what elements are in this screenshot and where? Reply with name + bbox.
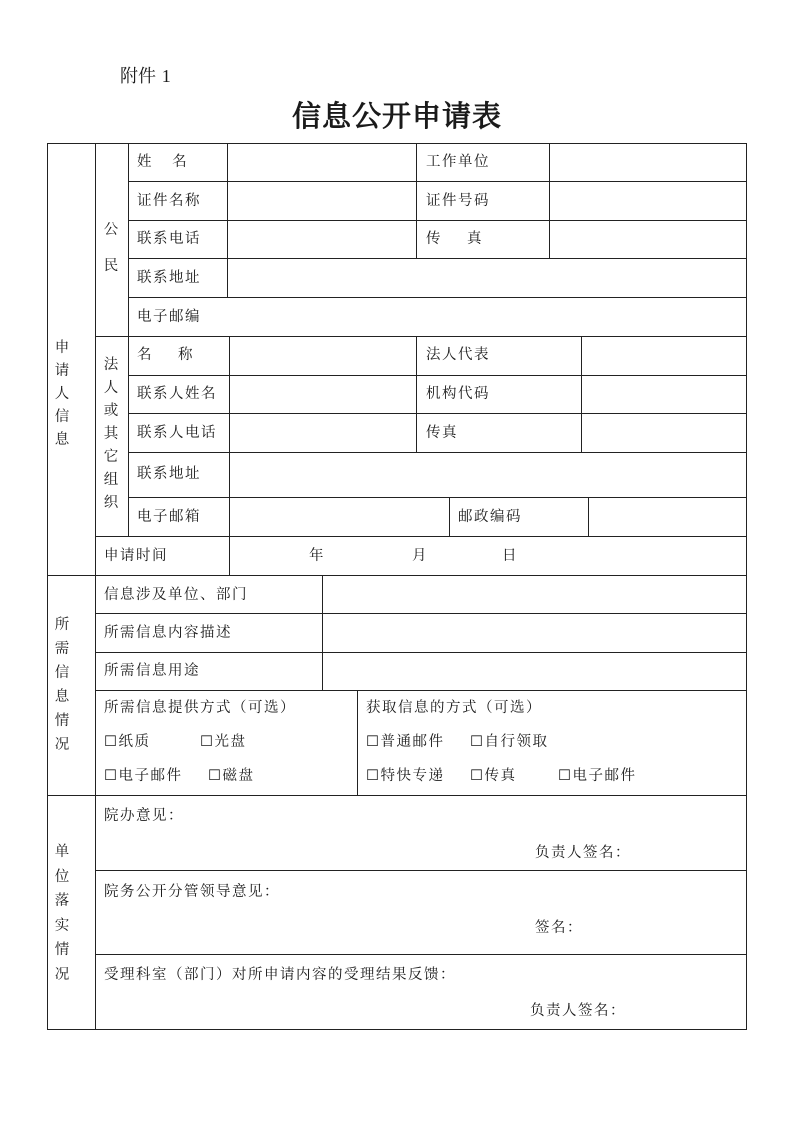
rule-line — [128, 258, 747, 259]
attachment-label-text: 附件 — [120, 66, 156, 87]
option-regular-mail[interactable]: ☐普通邮件 — [366, 734, 445, 750]
rule-line — [128, 497, 747, 498]
rule-line — [95, 536, 747, 537]
label-email-zip: 电子邮编 — [137, 309, 201, 325]
table-border-right — [746, 143, 747, 1030]
apply-time-month: 月 — [412, 548, 428, 564]
label-work-unit: 工作单位 — [426, 154, 490, 170]
rule-line — [95, 613, 747, 614]
rule-line — [95, 954, 747, 955]
rule-line — [95, 870, 747, 871]
option-email[interactable]: ☐电子邮件 — [104, 768, 183, 784]
group-label-citizen: 公民 — [103, 222, 119, 274]
label-contact-phone: 联系人电话 — [137, 425, 217, 441]
label-units: 信息涉及单位、部门 — [104, 587, 248, 603]
label-fax: 传 真 — [426, 231, 488, 247]
rule-line — [95, 336, 747, 337]
rule-line — [95, 690, 747, 691]
rule-line — [128, 375, 747, 376]
label-office-sign: 负责人签名： — [535, 845, 631, 861]
column-divider — [128, 143, 129, 536]
rule-line — [128, 181, 747, 182]
section-divider — [47, 795, 747, 796]
label-purpose: 所需信息用途 — [104, 663, 200, 679]
option-disk[interactable]: ☐磁盘 — [208, 768, 255, 784]
label-leader-opinion: 院务公开分管领导意见： — [104, 884, 280, 900]
column-divider — [322, 575, 323, 691]
label-address: 联系地址 — [137, 270, 201, 286]
column-divider — [549, 143, 550, 259]
label-postcode: 邮政编码 — [458, 509, 522, 525]
column-divider — [229, 336, 230, 575]
column-divider — [416, 336, 417, 453]
label-apply-time: 申请时间 — [104, 548, 168, 564]
table-border-bottom — [47, 1029, 747, 1030]
option-express[interactable]: ☐特快专递 — [366, 768, 445, 784]
option-cd[interactable]: ☐光盘 — [200, 734, 247, 750]
label-id-type: 证件名称 — [137, 193, 201, 209]
option-paper[interactable]: ☐纸质 — [104, 734, 151, 750]
label-legal-rep: 法人代表 — [426, 347, 490, 363]
apply-time-year: 年 — [309, 548, 325, 564]
label-feedback: 受理科室（部门）对所申请内容的受理结果反馈： — [104, 967, 456, 983]
section-label-info-needed: 所需信息情况 — [54, 617, 70, 753]
option-fax[interactable]: ☐传真 — [470, 768, 517, 784]
group-label-organization: 法人或其它组织 — [103, 357, 119, 511]
label-description: 所需信息内容描述 — [104, 625, 232, 641]
label-org-fax: 传真 — [426, 425, 458, 441]
column-divider — [95, 143, 96, 1030]
label-contact-name: 联系人姓名 — [137, 386, 217, 402]
rule-line — [128, 452, 747, 453]
label-name: 姓 名 — [137, 154, 195, 170]
rule-line — [95, 652, 747, 653]
column-divider — [588, 497, 589, 536]
column-divider — [227, 143, 228, 298]
label-office-opinion: 院办意见： — [104, 808, 184, 824]
option-self-pickup[interactable]: ☐自行领取 — [470, 734, 549, 750]
label-org-address: 联系地址 — [137, 466, 201, 482]
page-title: 信息公开申请表 — [291, 99, 502, 133]
attachment-number: 1 — [161, 66, 171, 86]
section-divider — [47, 575, 747, 576]
section-label-implementation: 单位落实情况 — [54, 844, 70, 983]
table-border-left — [47, 143, 48, 1030]
label-leader-sign: 签名： — [535, 920, 583, 936]
section-label-applicant: 申请人信息 — [54, 340, 70, 448]
column-divider — [581, 336, 582, 453]
column-divider — [416, 143, 417, 259]
apply-time-day: 日 — [502, 548, 518, 564]
label-id-number: 证件号码 — [426, 193, 490, 209]
column-divider — [357, 690, 358, 796]
option-obtain-email[interactable]: ☐电子邮件 — [558, 768, 637, 784]
provide-method-title: 所需信息提供方式（可选） — [104, 700, 296, 716]
label-phone: 联系电话 — [137, 231, 201, 247]
label-feedback-sign: 负责人签名： — [530, 1003, 626, 1019]
rule-line — [128, 297, 747, 298]
rule-line — [128, 413, 747, 414]
label-org-email: 电子邮箱 — [137, 509, 201, 525]
column-divider — [449, 497, 450, 536]
rule-line — [128, 220, 747, 221]
table-border-top — [47, 143, 747, 144]
label-org-name: 名 称 — [137, 347, 199, 363]
obtain-method-title: 获取信息的方式（可选） — [366, 700, 542, 716]
label-org-code: 机构代码 — [426, 386, 490, 402]
